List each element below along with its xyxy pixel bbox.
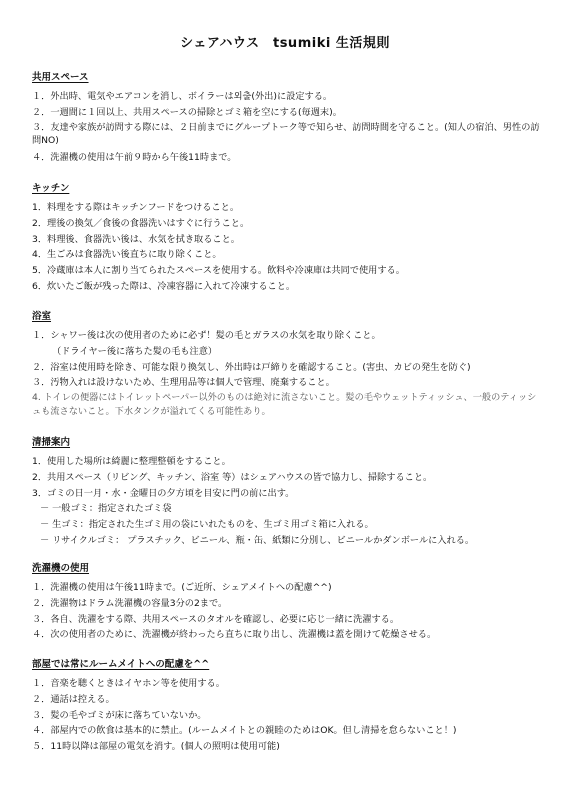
section-heading: 清掃案内 (32, 437, 71, 448)
rule-item: 5．冷蔵庫は本人に割り当てられたスペースを使用する。飲料や冷凍庫は共同で使用する。 (32, 265, 405, 277)
rule-item: ２．通話は控える。 (32, 693, 115, 705)
garbage-rule: － 一般ゴミ：指定されたゴミ袋 (40, 503, 172, 515)
rule-item: ２．一週間に１回以上、共用スペースの掃除とゴミ箱を空にする(毎週末)。 (32, 106, 342, 118)
section-heading: 洗濯機の使用 (32, 563, 90, 574)
section-heading: キッチン (32, 183, 70, 194)
rule-item: 3．ゴミの日一月・水・金曜日の夕方頃を目安に門の前に出す。 (32, 487, 295, 499)
garbage-rule: － リサイクルゴミ： プラスチック、ビニール、瓶・缶、紙類に分別し、ビニールかダンボールに入れる。 (40, 534, 475, 546)
rule-item: ３．汚物入れは設けないため、生理用品等は個人で管理、廃棄すること。 (32, 377, 335, 389)
rule-item: 4．生ごみは食器洗い後直ちに取り除くこと。 (32, 249, 222, 261)
garbage-rule: － 生ゴミ：指定された生ゴミ用の袋にいれたものを、生ゴミ用ゴミ箱に入れる。 (40, 519, 374, 531)
section-cleaning (32, 437, 552, 549)
section-heading: 浴室 (32, 311, 52, 322)
rule-item: １．音楽を聴くときはイヤホン等を使用する。 (32, 678, 225, 689)
rule-item: 4. トイレの便器にはトイレットペーパー以外のものは絶対に流さないこと。髪の毛やウェットティッシュ、一般のティッシュも流さないこと。下水タンクが溢れてくる可能性あり。 (32, 392, 537, 417)
rule-item: 2．共用スペース（リビング、キッチン、浴室 等）はシェアハウスの皆で協力し、掃除すること。 (32, 471, 433, 483)
rule-item: １．外出時、電気やエアコンを消し、ボイラーは외출(外出)に設定する。 (32, 91, 333, 102)
section-heading: 共用スペース (32, 72, 89, 83)
section-heading: 部屋では常にルームメイトへの配慮を^^ (32, 659, 210, 670)
rule-item: １．洗濯機の使用は午後11時まで。(ご近所、シェアメイトへの配慮^^) (32, 582, 332, 593)
document-title: シェアハウス tsumiki 生活規則 (180, 36, 390, 51)
rule-item: ５．11時以降は部屋の電気を消す。(個人の照明は使用可能) (32, 741, 280, 753)
rule-item: ３．友達や家族が訪問する際には、２日前までにグループトーク等で知らせ、訪問時間を守ること。(知人の宿泊、男性の訪問NO) (32, 121, 540, 147)
section-shared-space (32, 72, 552, 165)
rule-item: ２．浴室は使用時を除き、可能な限り換気し、外出時は戸締りを確認すること。(害虫、カビの発生を防ぐ) (32, 361, 471, 373)
section-room (32, 659, 552, 755)
rule-item: ４．部屋内での飲食は基本的に禁止。(ルームメイトとの親睦のためはOK。但し清掃を怠らないこと！) (32, 725, 457, 737)
rule-item: 1．料理をする際はキッチンフードをつけること。 (32, 202, 240, 213)
rule-item: 1．使用した場所は綺麗に整理整頓をすること。 (32, 456, 231, 467)
section-washing-machine (32, 563, 552, 643)
rule-item: 2．理後の換気／食後の食器洗いはすぐに行うこと。 (32, 217, 250, 229)
rule-item: ４．洗濯機の使用は午前９時から午後11時まで。 (32, 151, 237, 163)
rule-item: ４．次の使用者のために、洗濯機が終わったら直ちに取り出し、洗濯機は蓋を開けて乾燥させる。 (32, 629, 437, 641)
rule-item: ３．髪の毛やゴミが床に落ちていないか。 (32, 709, 207, 721)
rule-item: ３．各自、洗濯をする際、共用スペースのタオルを確認し、必要に応じ一緒に洗濯する。 (32, 613, 400, 625)
rule-item: ２．洗濯物はドラム洗濯機の容量3分の2まで。 (32, 597, 228, 609)
rule-item: １．シャワー後は次の使用者のために必ず！髪の毛とガラスの水気を取り除くこと。 (32, 330, 381, 341)
rule-item: 6．炊いたご飯が残った際は、冷凍容器に入れて冷凍すること。 (32, 280, 296, 292)
rule-item: 3．料理後、食器洗い後は、水気を拭き取ること。 (32, 233, 240, 245)
section-bathroom (32, 311, 552, 420)
rule-note: （ドライヤー後に落ちた髪の毛も注意） (52, 345, 218, 357)
section-kitchen (32, 183, 552, 295)
